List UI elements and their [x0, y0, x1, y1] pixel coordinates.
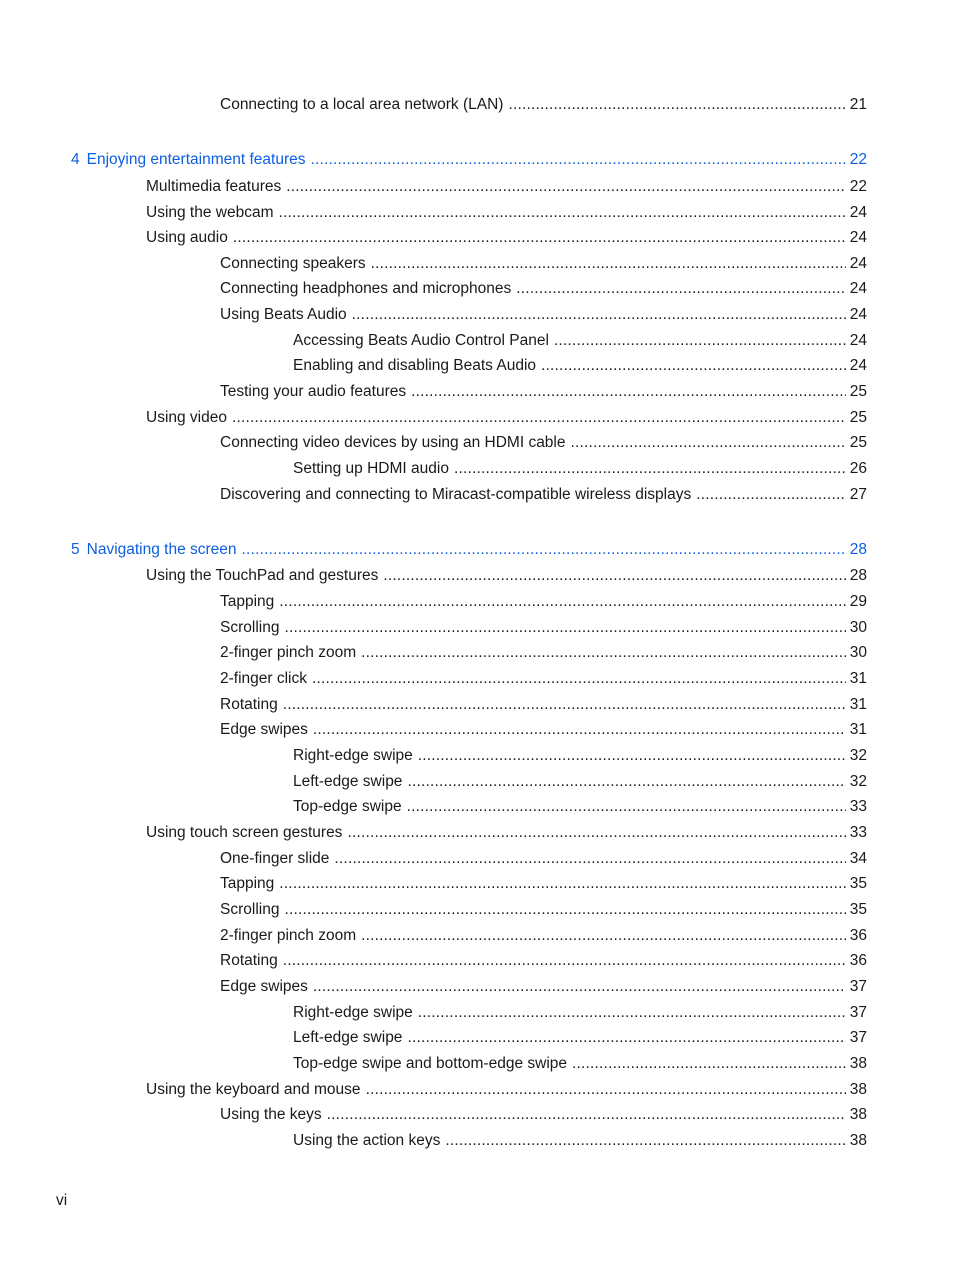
- toc-entry-page: 25: [849, 434, 867, 451]
- toc-entry-title: Right-edge swipe: [293, 747, 413, 764]
- toc-entry[interactable]: [220, 278, 867, 300]
- toc-entry[interactable]: [146, 227, 867, 249]
- dot-leader: [279, 202, 846, 224]
- dot-leader: [383, 565, 845, 587]
- dot-leader: [361, 642, 846, 664]
- toc-entry-title: Top-edge swipe and bottom-edge swipe: [293, 1055, 568, 1072]
- toc-entry-title: Enjoying entertainment features: [86, 151, 306, 168]
- toc-entry-title: Setting up HDMI audio: [293, 460, 449, 477]
- toc-entry-page: 25: [849, 383, 867, 400]
- toc-entry-page: 38: [849, 1132, 867, 1149]
- dot-leader: [286, 176, 845, 198]
- toc-entry[interactable]: [293, 1053, 867, 1075]
- toc-entry[interactable]: [220, 94, 867, 116]
- toc-entry[interactable]: [293, 796, 867, 818]
- toc-entry[interactable]: [293, 771, 867, 793]
- toc-entry-page: 38: [849, 1081, 867, 1098]
- toc-entry-page: 33: [849, 824, 867, 841]
- toc-entry[interactable]: [146, 176, 867, 198]
- dot-leader: [407, 771, 845, 793]
- toc-entry-page: 26: [849, 460, 867, 477]
- dot-leader: [508, 94, 845, 116]
- dot-leader: [696, 484, 846, 506]
- toc-entry-page: 36: [849, 927, 867, 944]
- toc-entry[interactable]: [220, 719, 867, 741]
- dot-leader: [347, 822, 845, 844]
- toc-entry-title: Right-edge swipe: [293, 1004, 413, 1021]
- toc-entry-page: 24: [849, 357, 867, 374]
- toc-entry-page: 29: [849, 593, 867, 610]
- dot-leader: [554, 330, 846, 352]
- toc-entry[interactable]: [293, 355, 867, 377]
- toc-entry[interactable]: [293, 330, 867, 352]
- toc-entry-title: Testing your audio features: [220, 383, 407, 400]
- dot-leader: [407, 796, 846, 818]
- dot-leader: [366, 1079, 846, 1101]
- dot-leader: [279, 591, 845, 613]
- toc-entry-title: Navigating the screen: [86, 541, 237, 558]
- toc-entry-title: Connecting to a local area network (LAN): [220, 96, 504, 113]
- toc-entry[interactable]: [146, 565, 867, 587]
- toc-entry-page: 30: [849, 644, 867, 661]
- toc-entry-page: 35: [849, 875, 867, 892]
- toc-entry-page: 24: [849, 280, 867, 297]
- toc-entry-page: 30: [849, 619, 867, 636]
- dot-leader: [242, 539, 846, 561]
- dot-leader: [334, 848, 845, 870]
- toc-entry[interactable]: [220, 873, 867, 895]
- toc-entry-title: Using video: [146, 409, 227, 426]
- chapter-number: 5: [71, 541, 80, 558]
- dot-leader: [516, 278, 845, 300]
- toc-entry-title: 2-finger pinch zoom: [220, 644, 357, 661]
- toc-entry-page: 24: [849, 255, 867, 272]
- toc-entry-title: Edge swipes: [220, 721, 308, 738]
- toc-entry-page: 31: [849, 670, 867, 687]
- toc-entry-page: 27: [849, 486, 867, 503]
- toc-entry[interactable]: [220, 899, 867, 921]
- toc-entry-title: 2-finger click: [220, 670, 307, 687]
- toc-entry-page: 25: [849, 409, 867, 426]
- toc-entry-title: Connecting headphones and microphones: [220, 280, 512, 297]
- toc-entry-page: 24: [849, 229, 867, 246]
- toc-entry-title: Top-edge swipe: [293, 798, 402, 815]
- toc-entry-page: 22: [849, 178, 867, 195]
- dot-leader: [310, 149, 845, 171]
- toc-entry[interactable]: [220, 642, 867, 664]
- toc-entry-title: Tapping: [220, 593, 275, 610]
- dot-leader: [279, 873, 845, 895]
- dot-leader: [418, 1002, 846, 1024]
- dot-leader: [283, 694, 846, 716]
- toc-entry-title: Enabling and disabling Beats Audio: [293, 357, 537, 374]
- toc-entry-page: 35: [849, 901, 867, 918]
- chapter-number: 4: [71, 151, 80, 168]
- toc-entry-page: 36: [849, 952, 867, 969]
- toc-entry-title: Rotating: [220, 696, 278, 713]
- toc-entry[interactable]: [220, 432, 867, 454]
- toc-entry[interactable]: [220, 694, 867, 716]
- toc-entry-title: Using the keys: [220, 1106, 322, 1123]
- toc-entry[interactable]: [220, 668, 867, 690]
- dot-leader: [445, 1130, 845, 1152]
- toc-entry-title: Using Beats Audio: [220, 306, 347, 323]
- toc-entry[interactable]: [293, 1002, 867, 1024]
- toc-entry[interactable]: [220, 976, 867, 998]
- toc-entry-title: Edge swipes: [220, 978, 308, 995]
- toc-entry[interactable]: [220, 925, 867, 947]
- toc-entry-page: 31: [849, 721, 867, 738]
- dot-leader: [411, 381, 846, 403]
- toc-entry[interactable]: [293, 1130, 867, 1152]
- toc-entry-page: 28: [849, 541, 867, 558]
- dot-leader: [352, 304, 846, 326]
- dot-leader: [313, 976, 846, 998]
- toc-entry-title: Using the keyboard and mouse: [146, 1081, 361, 1098]
- toc-entry-page: 33: [849, 798, 867, 815]
- toc-entry-title: Left-edge swipe: [293, 773, 403, 790]
- toc-entry-page: 31: [849, 696, 867, 713]
- toc-entry-page: 38: [849, 1106, 867, 1123]
- toc-entry-page: 24: [849, 332, 867, 349]
- page-number: vi: [56, 1192, 68, 1209]
- toc-entry-page: 37: [849, 1029, 867, 1046]
- toc-entry[interactable]: [146, 1079, 867, 1101]
- dot-leader: [571, 432, 846, 454]
- toc-entry[interactable]: [220, 950, 867, 972]
- toc-entry-page: 28: [849, 567, 867, 584]
- toc-entry-page: 32: [849, 747, 867, 764]
- toc-entry-page: 38: [849, 1055, 867, 1072]
- toc-entry-title: Multimedia features: [146, 178, 282, 195]
- dot-leader: [284, 899, 845, 921]
- dot-leader: [572, 1053, 846, 1075]
- toc-entry-title: Discovering and connecting to Miracast-compatible wireless displays: [220, 486, 692, 503]
- toc-entry-page: 21: [849, 96, 867, 113]
- dot-leader: [313, 719, 846, 741]
- toc-entry-page: 24: [849, 204, 867, 221]
- dot-leader: [327, 1104, 846, 1126]
- toc-entry-page: 32: [849, 773, 867, 790]
- dot-leader: [454, 458, 846, 480]
- toc-entry-title: Left-edge swipe: [293, 1029, 403, 1046]
- toc-entry-title: Scrolling: [220, 901, 280, 918]
- dot-leader: [418, 745, 846, 767]
- toc-chapter-entry[interactable]: [71, 539, 867, 561]
- toc-entry-title: Accessing Beats Audio Control Panel: [293, 332, 549, 349]
- dot-leader: [283, 950, 846, 972]
- toc-entry[interactable]: [220, 617, 867, 639]
- toc-entry-page: 22: [849, 151, 867, 168]
- toc-entry-page: 24: [849, 306, 867, 323]
- toc-entry-title: One-finger slide: [220, 850, 330, 867]
- toc-entry-title: 2-finger pinch zoom: [220, 927, 357, 944]
- toc-entry-title: Using the webcam: [146, 204, 274, 221]
- toc-entry-page: 37: [849, 978, 867, 995]
- toc-entry-title: Using the TouchPad and gestures: [146, 567, 379, 584]
- dot-leader: [361, 925, 846, 947]
- toc-entry[interactable]: [220, 848, 867, 870]
- toc-entry-page: 37: [849, 1004, 867, 1021]
- toc-entry[interactable]: [220, 304, 867, 326]
- toc-entry-title: Scrolling: [220, 619, 280, 636]
- dot-leader: [232, 407, 846, 429]
- dot-leader: [312, 668, 846, 690]
- toc-entry[interactable]: [220, 253, 867, 275]
- dot-leader: [284, 617, 845, 639]
- dot-leader: [233, 227, 846, 249]
- toc-entry[interactable]: [220, 381, 867, 403]
- dot-leader: [541, 355, 846, 377]
- toc-entry-title: Connecting video devices by using an HDMI cable: [220, 434, 566, 451]
- dot-leader: [407, 1027, 845, 1049]
- toc-entry[interactable]: [220, 1104, 867, 1126]
- toc-entry[interactable]: [220, 591, 867, 613]
- toc-entry-title: Using audio: [146, 229, 228, 246]
- toc-entry[interactable]: [146, 407, 867, 429]
- toc-entry[interactable]: [293, 1027, 867, 1049]
- toc-entry-title: Using touch screen gestures: [146, 824, 343, 841]
- toc-entry-title: Tapping: [220, 875, 275, 892]
- toc-entry[interactable]: [293, 458, 867, 480]
- toc-entry-page: 34: [849, 850, 867, 867]
- dot-leader: [371, 253, 846, 275]
- toc-entry-title: Connecting speakers: [220, 255, 366, 272]
- toc-entry[interactable]: [220, 484, 867, 506]
- toc-entry-title: Rotating: [220, 952, 278, 969]
- toc-entry[interactable]: [293, 745, 867, 767]
- toc-entry[interactable]: [146, 822, 867, 844]
- toc-chapter-entry[interactable]: [71, 149, 867, 171]
- toc-entry-title: Using the action keys: [293, 1132, 441, 1149]
- toc-entry[interactable]: [146, 202, 867, 224]
